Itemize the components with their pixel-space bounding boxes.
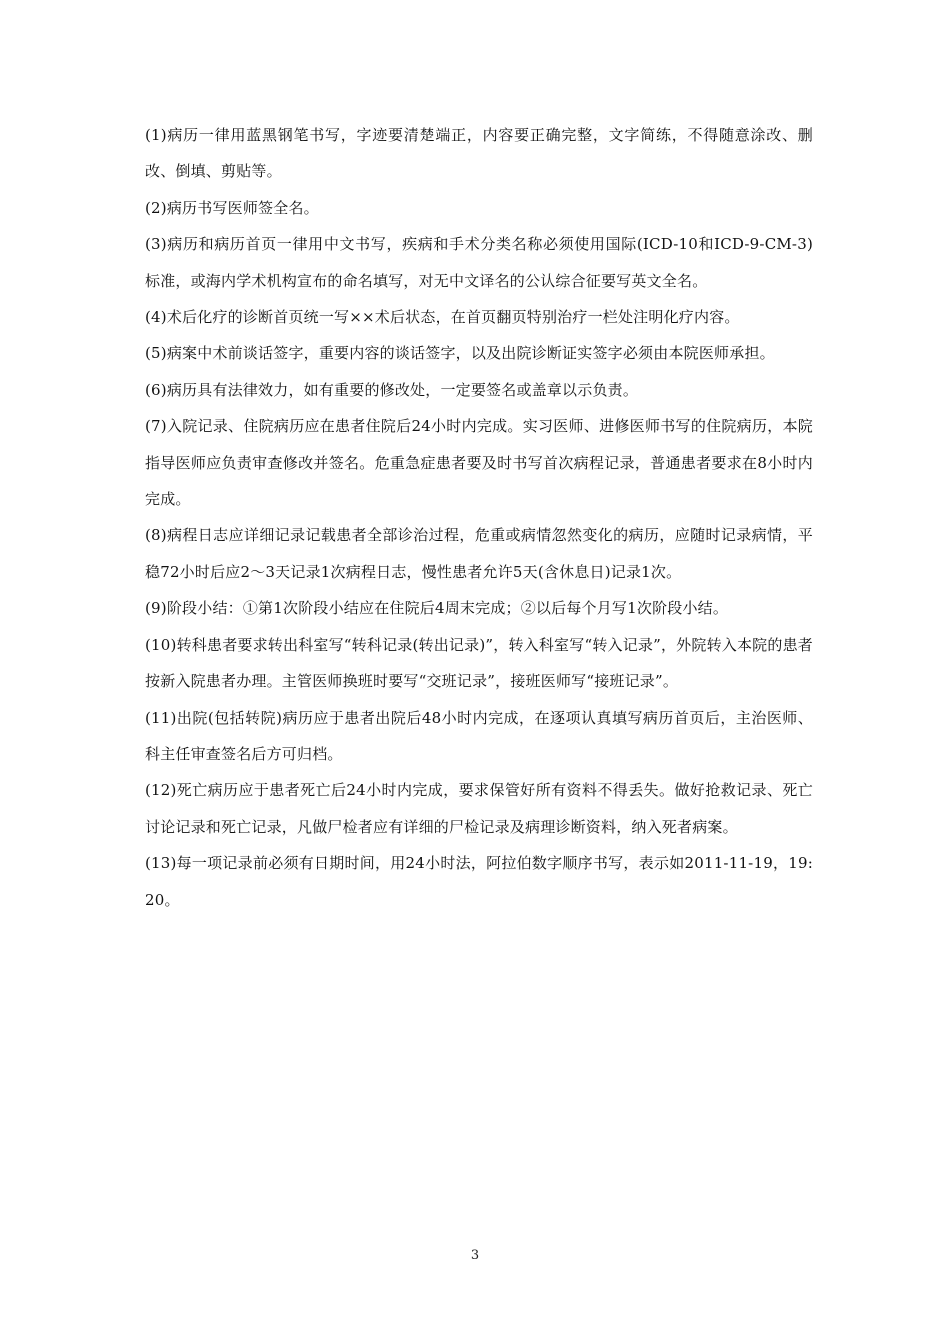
paragraph-6: (6)病历具有法律效力，如有重要的修改处，一定要签名或盖章以示负责。 (145, 380, 639, 399)
paragraph-10: (10)转科患者要求转出科室写“转科记录(转出记录)”，转入科室写“转入记录”，外院转入本院的患者按新入院患者办理。主管医师换班时要写“交班记录”，接班医师写“接班记录”。 (145, 635, 813, 691)
paragraph-2: (2)病历书写医师签全名。 (145, 198, 319, 217)
paragraph-5: (5)病案中术前谈话签字，重要内容的谈话签字，以及出院诊断证实签字必须由本院医师承担。 (145, 344, 775, 363)
paragraph-11: (11)出院(包括转院)病历应于患者出院后48小时内完成，在逐项认真填写病历首页后，主治医师、科主任审查签名后方可归档。 (145, 708, 813, 763)
paragraph-1: (1)病历一律用蓝黑钢笔书写，字迹要清楚端正，内容要正确完整，文字简练，不得随意涂改、删改、倒填、剪贴等。 (145, 126, 813, 181)
page-number: 3 (470, 1248, 480, 1263)
paragraph-13: (13)每一项记录前必须有日期时间，用24小时法，阿拉伯数字顺序书写，表示如2011-11-19，19:20。 (145, 854, 814, 909)
paragraph-7: (7)入院记录、住院病历应在患者住院后24小时内完成。实习医师、进修医师书写的住院病历，本院指导医师应负责审查修改并签名。危重急症患者要及时书写首次病程记录，普通患者要求在8小时内完成。 (145, 417, 813, 509)
paragraph-12: (12)死亡病历应于患者死亡后24小时内完成，要求保管好所有资料不得丢失。做好抢救记录、死亡讨论记录和死亡记录，凡做尸检者应有详细的尸检记录及病理诊断资料，纳入死者病案。 (145, 781, 813, 836)
document-body (145, 117, 813, 918)
paragraph-4: (4)术后化疗的诊断首页统一写××术后状态，在首页翻页特别治疗一栏处注明化疗内容。 (145, 308, 740, 327)
paragraph-8: (8)病程日志应详细记录记载患者全部诊治过程，危重或病情忽然变化的病历，应随时记录病情，平稳72小时后应2～3天记录1次病程日志，慢性患者允许5天(含休息日)记录1次。 (145, 526, 813, 581)
paragraph-9: (9)阶段小结：①第1次阶段小结应在住院后4周末完成；②以后每个月写1次阶段小结。 (145, 599, 729, 618)
paragraph-3: (3)病历和病历首页一律用中文书写，疾病和手术分类名称必须使用国际(ICD-10和ICD-9-CM-3)标准，或海内学术机构宣布的命名填写，对无中文译名的公认综合征要写英文全名。 (145, 235, 813, 290)
